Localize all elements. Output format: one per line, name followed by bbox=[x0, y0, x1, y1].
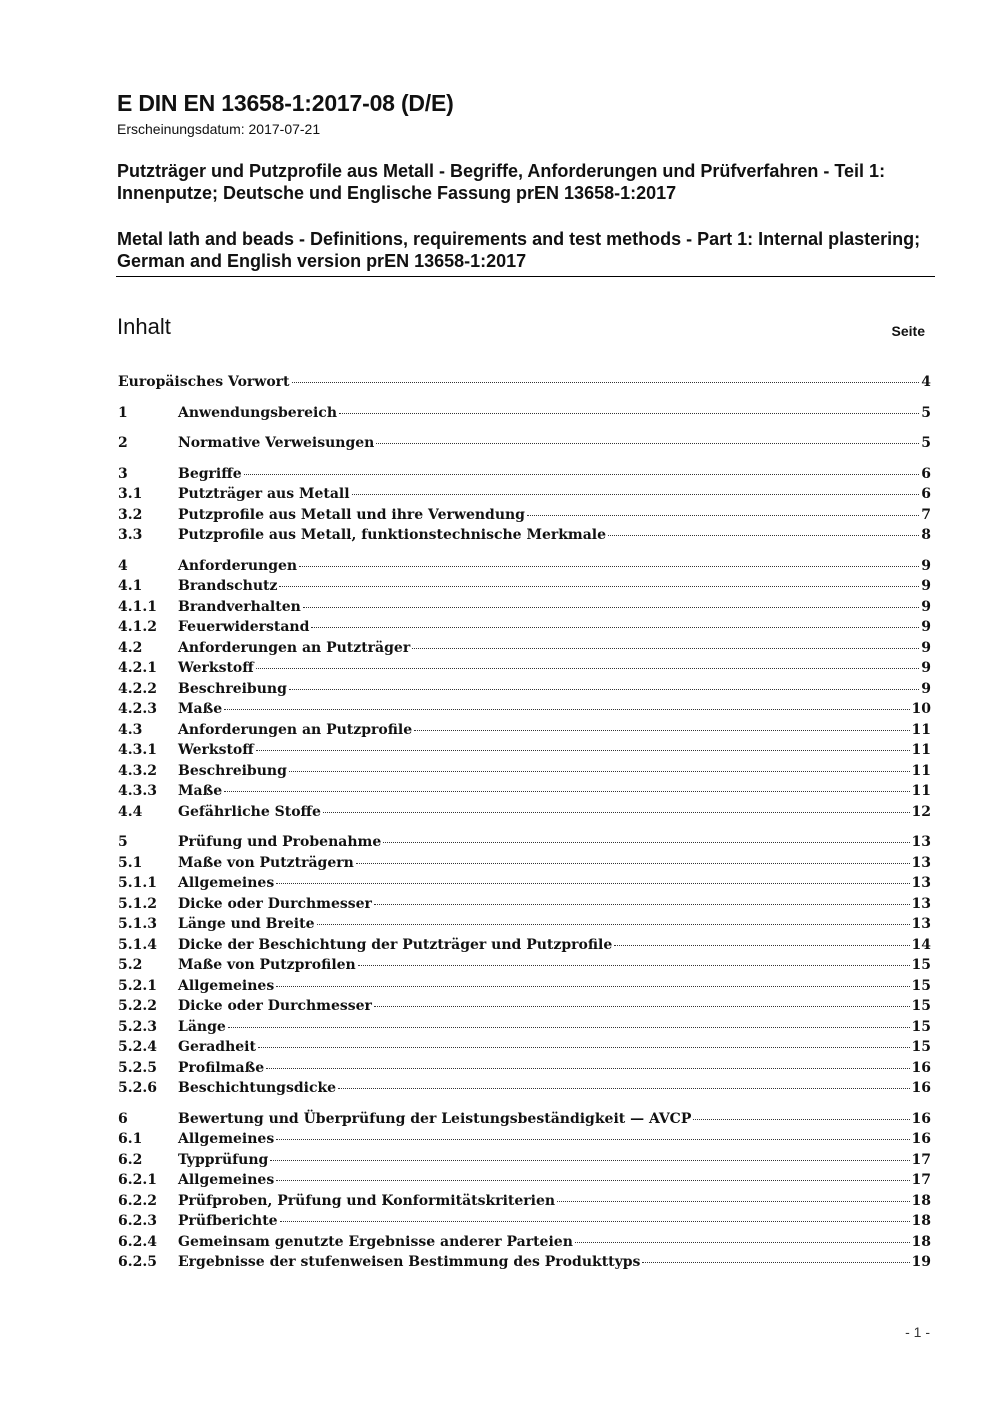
toc-entry-page: 9 bbox=[921, 578, 931, 594]
toc-entry-leader bbox=[276, 1139, 909, 1140]
toc-entry-page: 19 bbox=[911, 1254, 931, 1270]
toc-entry-page: 13 bbox=[911, 834, 931, 850]
toc-entry-number: 5.2.1 bbox=[118, 977, 157, 994]
toc-entry-page: 16 bbox=[911, 1059, 931, 1076]
toc-entry-number: 4 bbox=[118, 557, 128, 574]
toc-entry-leader bbox=[317, 924, 910, 925]
toc-entry-page: 17 bbox=[911, 1151, 931, 1168]
toc-entry-title: Profilmaße bbox=[178, 1059, 265, 1076]
toc-entry-leader bbox=[374, 1006, 910, 1007]
toc-entry-page: 15 bbox=[911, 957, 931, 973]
toc-entry-title: Dicke oder Durchmesser bbox=[178, 998, 372, 1014]
toc-entry[interactable] bbox=[118, 433, 931, 454]
toc-entry-number: 6.2.5 bbox=[118, 1254, 157, 1270]
toc-entry-page: 5 bbox=[921, 404, 931, 421]
header-divider bbox=[116, 276, 935, 277]
toc-entry[interactable] bbox=[118, 873, 931, 894]
toc-entry[interactable] bbox=[118, 556, 931, 577]
toc-entry[interactable] bbox=[118, 699, 931, 720]
toc-entry-page: 6 bbox=[921, 465, 931, 482]
toc-entry-title: Putzträger aus Metall bbox=[178, 486, 350, 502]
toc-entry-number: 4.1.1 bbox=[118, 598, 157, 615]
toc-entry-leader bbox=[276, 1180, 909, 1181]
toc-entry-number: 4.1.2 bbox=[118, 619, 157, 635]
toc-entry-page: 15 bbox=[911, 1018, 931, 1035]
toc-entry-leader bbox=[608, 535, 919, 536]
toc-entry-leader bbox=[303, 607, 919, 608]
toc-entry-title: Dicke der Beschichtung der Putzträger und Putzprofile bbox=[178, 936, 613, 953]
toc-entry-page: 9 bbox=[921, 639, 931, 656]
toc-entry[interactable] bbox=[118, 372, 931, 393]
toc-entry[interactable] bbox=[118, 464, 931, 485]
toc-entry-leader bbox=[299, 566, 919, 567]
toc-entry-title: Allgemeines bbox=[178, 1172, 275, 1188]
toc-entry-page: 4 bbox=[921, 374, 931, 390]
publication-date: Erscheinungsdatum: 2017-07-21 bbox=[117, 121, 321, 137]
toc-entry-title: Putzprofile aus Metall, funktionstechnische Merkmale bbox=[178, 527, 607, 543]
toc-entry-page: 18 bbox=[911, 1213, 931, 1229]
toc-entry-number: 5.2.3 bbox=[118, 1018, 157, 1035]
toc-entry-page: 10 bbox=[911, 701, 931, 717]
toc-entry[interactable] bbox=[118, 1058, 931, 1079]
toc-entry-number: 3.3 bbox=[118, 527, 143, 543]
toc-entry-title: Typprüfung bbox=[178, 1151, 269, 1168]
toc-entry-number: 5 bbox=[118, 834, 128, 850]
toc-entry-page: 13 bbox=[911, 854, 931, 871]
toc-entry-page: 16 bbox=[911, 1110, 931, 1127]
toc-entry[interactable] bbox=[118, 976, 931, 997]
toc-entry-title: Werkstoff bbox=[178, 660, 254, 676]
toc-entry-number: 2 bbox=[118, 435, 128, 451]
toc-entry-number: 5.2 bbox=[118, 957, 143, 973]
toc-entry-number: 4.1 bbox=[118, 578, 143, 594]
toc-entry-leader bbox=[311, 627, 919, 628]
toc-entry[interactable] bbox=[118, 617, 931, 638]
toc-entry-title: Europäisches Vorwort bbox=[118, 374, 290, 390]
toc-entry[interactable] bbox=[118, 1211, 931, 1232]
toc-entry-leader bbox=[323, 812, 910, 813]
toc-entry-number: 6 bbox=[118, 1110, 128, 1127]
toc-entry-leader bbox=[374, 904, 910, 905]
toc-entry[interactable] bbox=[118, 525, 931, 546]
toc-entry-number: 5.1.1 bbox=[118, 875, 157, 891]
toc-entry-title: Länge und Breite bbox=[178, 916, 315, 932]
toc-entry[interactable] bbox=[118, 1150, 931, 1171]
toc-entry-leader bbox=[352, 494, 920, 495]
toc-entry-page: 15 bbox=[911, 977, 931, 994]
toc-entry-title: Normative Verweisungen bbox=[178, 435, 375, 451]
toc-entry-leader bbox=[258, 1047, 910, 1048]
toc-entry-page: 14 bbox=[911, 936, 931, 953]
toc-entry[interactable] bbox=[118, 894, 931, 915]
toc-entry-number: 3 bbox=[118, 465, 128, 482]
toc-entry-number: 6.2.4 bbox=[118, 1233, 157, 1250]
toc-entry-page: 13 bbox=[911, 916, 931, 932]
toc-entry-title: Anwendungsbereich bbox=[178, 404, 337, 421]
toc-entry-leader bbox=[224, 709, 909, 710]
toc-entry-number: 5.2.6 bbox=[118, 1080, 157, 1096]
toc-entry-title: Beschreibung bbox=[178, 680, 287, 697]
toc-entry-leader bbox=[575, 1242, 910, 1243]
toc-entry-title: Maße bbox=[178, 701, 223, 717]
toc-entry[interactable] bbox=[118, 761, 931, 782]
toc-entry-page: 6 bbox=[921, 486, 931, 502]
toc-entry-page: 18 bbox=[911, 1233, 931, 1250]
toc-entry[interactable] bbox=[118, 576, 931, 597]
toc-entry-title: Dicke oder Durchmesser bbox=[178, 895, 372, 912]
toc-entry[interactable] bbox=[118, 832, 931, 853]
toc-entry-leader bbox=[414, 730, 909, 731]
toc-entry-title: Beschichtungsdicke bbox=[178, 1080, 337, 1096]
toc-entry-number: 4.2.1 bbox=[118, 660, 157, 676]
toc-entry-title: Allgemeines bbox=[178, 977, 275, 994]
toc-entry-leader bbox=[289, 689, 919, 690]
toc-entry-leader bbox=[527, 515, 919, 516]
toc-entry-page: 11 bbox=[911, 742, 931, 758]
toc-entry-number: 5.1.3 bbox=[118, 916, 157, 932]
toc-entry-page: 15 bbox=[911, 1039, 931, 1055]
toc-entry-title: Begriffe bbox=[178, 465, 242, 482]
toc-entry-page: 11 bbox=[911, 783, 931, 799]
toc-entry[interactable] bbox=[118, 996, 931, 1017]
toc-entry-title: Allgemeines bbox=[178, 1131, 275, 1147]
toc-entry[interactable] bbox=[118, 403, 931, 424]
title-german: Putzträger und Putzprofile aus Metall - Begriffe, Anforderungen und Prüfverfahren - Teil 1: Innenputze; Deutsche und Englische Fassung prEN 13658-1:2017 bbox=[117, 161, 886, 203]
toc-entry-page: 16 bbox=[911, 1080, 931, 1096]
toc-entry-title: Prüfberichte bbox=[178, 1213, 278, 1229]
page-number: - 1 - bbox=[905, 1324, 930, 1340]
toc-entry[interactable] bbox=[118, 740, 931, 761]
toc-entry-title: Prüfung und Probenahme bbox=[178, 834, 382, 850]
toc-entry-title: Prüfproben, Prüfung und Konformitätskriterien bbox=[178, 1192, 556, 1209]
toc-entry-title: Länge bbox=[178, 1018, 226, 1035]
toc-entry-title: Maße von Putzträgern bbox=[178, 854, 354, 871]
toc-entry-page: 12 bbox=[911, 803, 931, 820]
toc-entry-leader bbox=[376, 443, 919, 444]
toc-entry-title: Anforderungen an Putzträger bbox=[178, 639, 411, 656]
toc-entry[interactable] bbox=[118, 781, 931, 802]
toc-entry-leader bbox=[279, 586, 919, 587]
toc-entry-leader bbox=[642, 1262, 909, 1263]
toc-page-label: Seite bbox=[891, 323, 925, 339]
toc-entry[interactable] bbox=[118, 720, 931, 741]
toc-entry-title: Allgemeines bbox=[178, 875, 275, 891]
toc-entry-leader bbox=[276, 986, 909, 987]
toc-entry-page: 16 bbox=[911, 1131, 931, 1147]
toc-entry-title: Anforderungen bbox=[178, 557, 298, 574]
toc-entry-page: 9 bbox=[921, 557, 931, 574]
table-of-contents bbox=[118, 372, 931, 1273]
toc-entry-number: 4.2 bbox=[118, 639, 143, 656]
toc-entry[interactable] bbox=[118, 1252, 931, 1273]
toc-entry-number: 4.2.2 bbox=[118, 680, 157, 697]
toc-entry-leader bbox=[276, 883, 909, 884]
toc-entry-leader bbox=[358, 965, 910, 966]
toc-entry-number: 4.4 bbox=[118, 803, 143, 820]
toc-entry-page: 13 bbox=[911, 895, 931, 912]
toc-entry-number: 6.2.1 bbox=[118, 1172, 157, 1188]
toc-header bbox=[117, 314, 927, 344]
toc-entry[interactable] bbox=[118, 638, 931, 659]
toc-entry[interactable] bbox=[118, 955, 931, 976]
toc-entry-number: 4.2.3 bbox=[118, 701, 157, 717]
toc-entry-leader bbox=[339, 413, 919, 414]
toc-entry[interactable] bbox=[118, 802, 931, 823]
toc-entry-leader bbox=[256, 750, 910, 751]
toc-entry-number: 5.1.4 bbox=[118, 936, 157, 953]
toc-entry-title: Maße von Putzprofilen bbox=[178, 957, 356, 973]
toc-entry-leader bbox=[280, 1221, 910, 1222]
toc-entry-title: Brandverhalten bbox=[178, 598, 301, 615]
document-id: E DIN EN 13658-1:2017-08 (D/E) bbox=[117, 90, 454, 116]
toc-entry[interactable] bbox=[118, 1170, 931, 1191]
toc-entry-leader bbox=[356, 863, 910, 864]
toc-entry-title: Anforderungen an Putzprofile bbox=[178, 721, 413, 738]
toc-entry-number: 6.2.3 bbox=[118, 1213, 157, 1229]
toc-entry-page: 13 bbox=[911, 875, 931, 891]
toc-entry-page: 9 bbox=[921, 660, 931, 676]
toc-entry-page: 8 bbox=[921, 527, 931, 543]
toc-entry[interactable] bbox=[118, 484, 931, 505]
toc-entry-leader bbox=[256, 668, 920, 669]
toc-entry-page: 5 bbox=[921, 435, 931, 451]
toc-entry[interactable] bbox=[118, 505, 931, 526]
toc-entry-number: 1 bbox=[118, 404, 128, 421]
toc-entry-leader bbox=[289, 771, 910, 772]
toc-entry-page: 9 bbox=[921, 619, 931, 635]
toc-entry[interactable] bbox=[118, 1191, 931, 1212]
toc-entry-leader bbox=[338, 1088, 909, 1089]
toc-entry-number: 4.3.2 bbox=[118, 762, 157, 779]
toc-entry-page: 9 bbox=[921, 598, 931, 615]
toc-entry-leader bbox=[270, 1160, 909, 1161]
toc-entry[interactable] bbox=[118, 1129, 931, 1150]
toc-entry[interactable] bbox=[118, 1109, 931, 1130]
toc-entry[interactable] bbox=[118, 1037, 931, 1058]
document-header bbox=[117, 90, 935, 272]
toc-entry-leader bbox=[228, 1027, 910, 1028]
toc-entry-title: Putzprofile aus Metall und ihre Verwendung bbox=[178, 506, 525, 523]
toc-entry-leader bbox=[383, 842, 909, 843]
toc-heading: Inhalt bbox=[117, 314, 171, 339]
toc-entry[interactable] bbox=[118, 658, 931, 679]
toc-entry-leader bbox=[557, 1201, 909, 1202]
toc-entry-page: 15 bbox=[911, 998, 931, 1014]
toc-entry-number: 3.1 bbox=[118, 486, 143, 502]
toc-entry-number: 6.2.2 bbox=[118, 1192, 157, 1209]
toc-entry[interactable] bbox=[118, 914, 931, 935]
toc-entry[interactable] bbox=[118, 597, 931, 618]
toc-entry[interactable] bbox=[118, 1017, 931, 1038]
toc-entry-page: 17 bbox=[911, 1172, 931, 1188]
toc-entry-title: Bewertung und Überprüfung der Leistungsbeständigkeit — AVCP bbox=[178, 1110, 692, 1127]
toc-entry-leader bbox=[292, 382, 920, 383]
toc-entry-number: 5.1.2 bbox=[118, 895, 157, 912]
toc-entry-number: 6.1 bbox=[118, 1131, 143, 1147]
toc-entry-number: 3.2 bbox=[118, 506, 143, 523]
toc-entry-title: Ergebnisse der stufenweisen Bestimmung des Produkttyps bbox=[178, 1254, 641, 1270]
toc-entry-title: Geradheit bbox=[178, 1039, 256, 1055]
toc-entry-leader bbox=[266, 1068, 909, 1069]
toc-entry[interactable] bbox=[118, 1232, 931, 1253]
title-english: Metal lath and beads - Definitions, requirements and test methods - Part 1: Internal plastering; German and English version prEN 13658-1:2017 bbox=[117, 229, 921, 271]
toc-entry-title: Maße bbox=[178, 783, 223, 799]
toc-entry-title: Brandschutz bbox=[178, 578, 278, 594]
toc-entry-page: 18 bbox=[911, 1192, 931, 1209]
toc-entry-number: 5.2.4 bbox=[118, 1039, 157, 1055]
toc-entry[interactable] bbox=[118, 1078, 931, 1099]
toc-entry[interactable] bbox=[118, 853, 931, 874]
toc-entry-leader bbox=[614, 945, 909, 946]
toc-entry-number: 5.1 bbox=[118, 854, 143, 871]
toc-entry-leader bbox=[693, 1119, 909, 1120]
toc-entry-number: 6.2 bbox=[118, 1151, 143, 1168]
toc-entry-title: Gefährliche Stoffe bbox=[178, 803, 321, 820]
toc-entry-leader bbox=[224, 791, 909, 792]
toc-entry-leader bbox=[412, 648, 919, 649]
toc-entry-title: Gemeinsam genutzte Ergebnisse anderer Parteien bbox=[178, 1233, 573, 1250]
toc-entry[interactable] bbox=[118, 935, 931, 956]
toc-entry-page: 11 bbox=[911, 721, 931, 738]
toc-entry-page: 9 bbox=[921, 680, 931, 697]
toc-entry[interactable] bbox=[118, 679, 931, 700]
toc-entry-title: Werkstoff bbox=[178, 742, 254, 758]
toc-entry-leader bbox=[244, 474, 920, 475]
toc-entry-page: 11 bbox=[911, 762, 931, 779]
toc-entry-number: 4.3.3 bbox=[118, 783, 157, 799]
toc-entry-page: 7 bbox=[921, 506, 931, 523]
toc-entry-title: Beschreibung bbox=[178, 762, 287, 779]
toc-entry-number: 5.2.2 bbox=[118, 998, 157, 1014]
toc-entry-number: 4.3.1 bbox=[118, 742, 157, 758]
toc-entry-number: 4.3 bbox=[118, 721, 143, 738]
toc-entry-number: 5.2.5 bbox=[118, 1059, 157, 1076]
toc-entry-title: Feuerwiderstand bbox=[178, 619, 310, 635]
